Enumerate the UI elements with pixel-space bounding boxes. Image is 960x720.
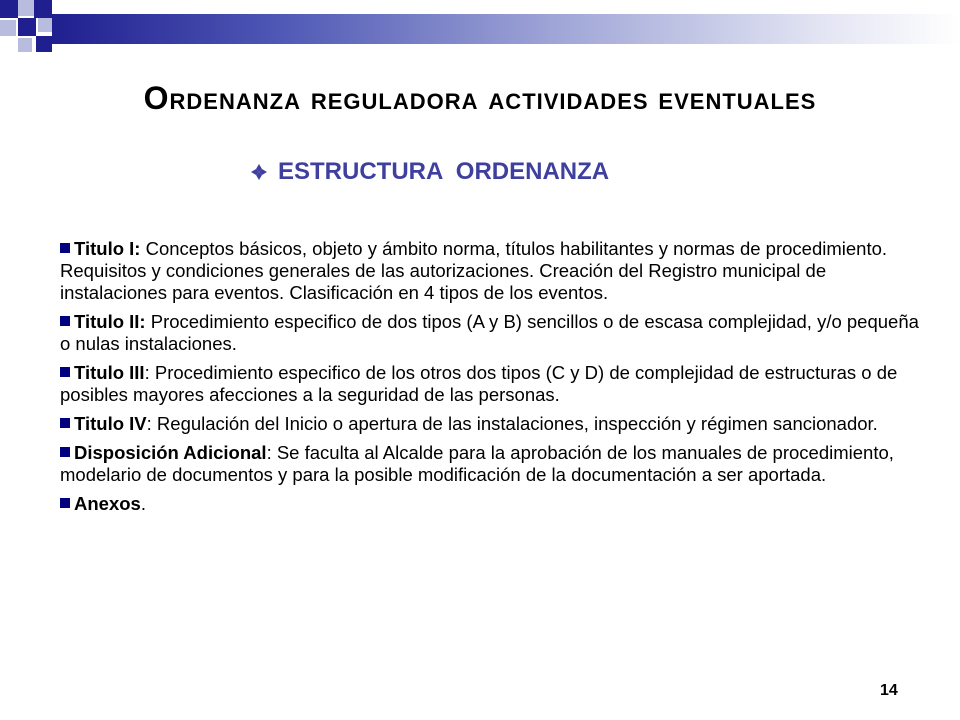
deco-square <box>18 0 34 16</box>
diamond-bullet-icon <box>250 163 268 181</box>
deco-square <box>36 36 52 52</box>
item-term: Titulo I: <box>74 238 141 259</box>
deco-square <box>38 18 52 32</box>
item-term: Anexos <box>74 493 141 514</box>
item-text: . <box>140 493 146 514</box>
content-list <box>60 238 920 522</box>
list-item <box>60 442 920 486</box>
list-item <box>60 362 920 406</box>
item-term: Disposición Adicional <box>74 442 267 463</box>
page-number: 14 <box>880 682 898 699</box>
item-text: : Regulación del Inicio o apertura de las instalaciones, inspección y régimen sancionador. <box>146 413 878 434</box>
list-item <box>60 311 920 355</box>
item-term: Titulo IV <box>74 413 147 434</box>
item-text: : Procedimiento especifico de los otros dos tipos (C y D) de complejidad de estructuras o de posibles mayores afecciones a la seguridad de las personas. <box>60 362 898 405</box>
square-bullet-icon <box>60 447 70 457</box>
item-text: Conceptos básicos, objeto y ámbito norma, títulos habilitantes y normas de procedimiento. Requisitos y condiciones generales de las autorizaciones. Creación del Registro municipal de instalaciones para eventos. Clasificación en 4 tipos de los eventos. <box>60 238 888 303</box>
slide-title: Ordenanza reguladora actividades eventuales <box>143 80 817 116</box>
square-bullet-icon <box>60 367 70 377</box>
subtitle-row <box>250 158 609 186</box>
item-text: Procedimiento especifico de dos tipos (A y B) sencillos o de escasa complejidad, y/o pequeña o nulas instalaciones. <box>60 311 919 354</box>
list-item <box>60 493 920 515</box>
square-bullet-icon <box>60 243 70 253</box>
item-term: Titulo III <box>74 362 145 383</box>
list-item <box>60 413 920 435</box>
deco-square <box>0 20 16 36</box>
slide-subtitle: ESTRUCTURA ORDENANZA <box>278 158 610 185</box>
deco-square <box>18 38 32 52</box>
header-gradient-bar <box>52 14 960 44</box>
list-item <box>60 238 920 304</box>
item-text: : Se faculta al Alcalde para la aprobación de los manuales de procedimiento, modelario de documentos y para la posible modificación de la documentación a ser aportada. <box>60 442 894 485</box>
item-term: Titulo II: <box>74 311 146 332</box>
square-bullet-icon <box>60 316 70 326</box>
deco-square <box>0 0 18 18</box>
deco-square <box>34 0 52 18</box>
square-bullet-icon <box>60 418 70 428</box>
square-bullet-icon <box>60 498 70 508</box>
deco-square <box>18 18 36 36</box>
